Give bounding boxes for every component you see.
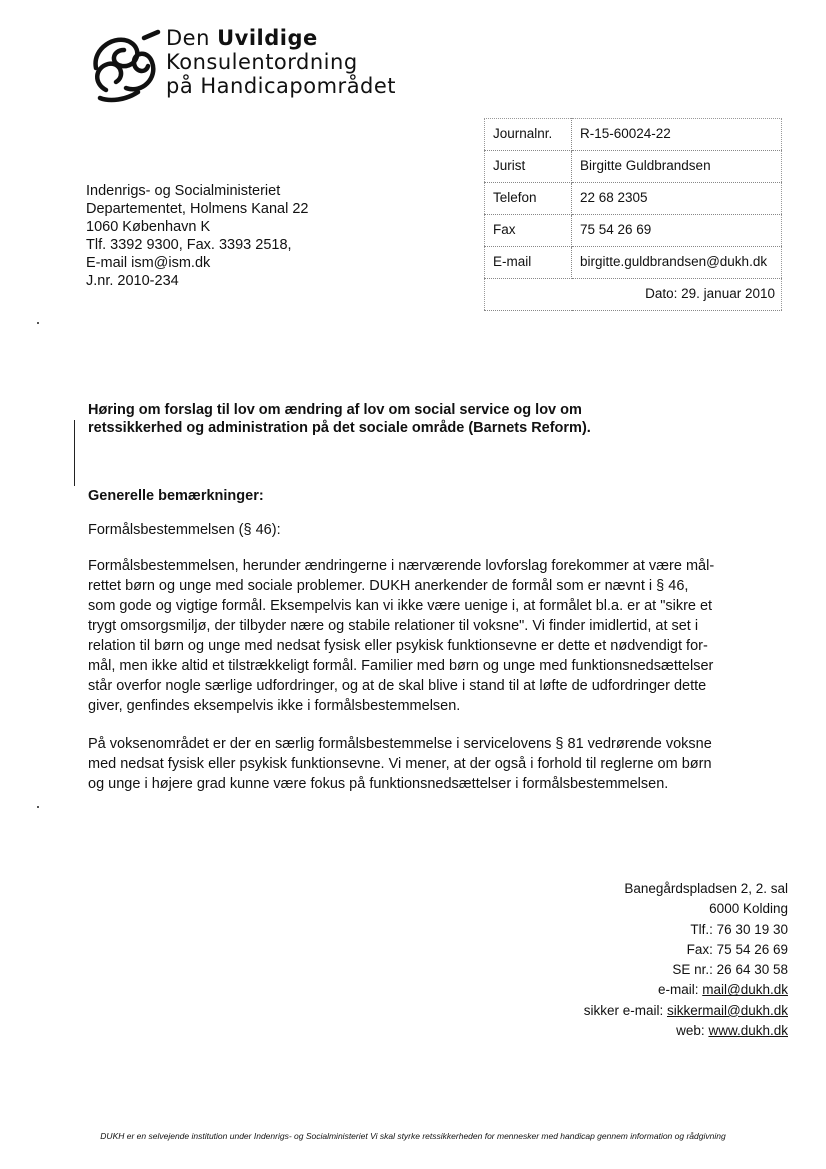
web-prefix: web: <box>676 1023 709 1039</box>
recipient-address <box>86 182 308 290</box>
recipient-line: E-mail ism@ism.dk <box>86 255 211 271</box>
recipient-line: Indenrigs- og Socialministeriet <box>86 183 281 199</box>
margin-line <box>74 420 75 486</box>
paragraph <box>88 556 758 716</box>
email-value: birgitte.guldbrandsen@dukh.dk <box>572 247 782 279</box>
org-line3: på Handicapområdet <box>166 74 397 98</box>
sender-contact <box>584 879 788 1041</box>
stylized-figures-logo-icon <box>86 28 162 104</box>
email-prefix: e-mail: <box>657 982 703 998</box>
paragraph-line: På voksenområdet er der en særlig formålsbestemmelse i servicelovens § 81 vedrørende voksne <box>88 736 712 752</box>
sender-fax: Fax: 75 54 26 69 <box>686 941 788 957</box>
paragraph-line: trygt omsorgsmiljø, der tilbyder nære og stabile relationer til voksne". Vi finder imidlertid, at set i <box>88 618 699 634</box>
letter-date: Dato: 29. januar 2010 <box>485 279 782 311</box>
table-row <box>485 279 782 311</box>
paragraph-line: mål, men ikke altid et tilstrækkeligt formål. Familier med børn og unge med funktionsnedsættelser <box>88 658 714 674</box>
journal-value: R-15-60024-22 <box>572 119 782 151</box>
sender-address: Banegårdspladsen 2, 2. sal <box>624 881 788 896</box>
org-line2: Konsulentordning <box>166 50 358 74</box>
sender-web-row <box>584 1021 788 1041</box>
sender-secure-email-row <box>584 1001 788 1021</box>
sender-city: 6000 Kolding <box>709 901 788 917</box>
table-row <box>485 119 782 151</box>
recipient-line: Tlf. 3392 9300, Fax. 3393 2518, <box>86 237 292 253</box>
fax-label: Fax <box>485 215 572 247</box>
recipient-line: J.nr. 2010-234 <box>86 273 179 289</box>
phone-label: Telefon <box>485 183 572 215</box>
journal-label: Journalnr. <box>485 119 572 151</box>
paragraph-line: rettet børn og unge med sociale problemer. DUKH anerkender de formål som er nævnt i § 46, <box>88 578 689 594</box>
jurist-label: Jurist <box>485 151 572 183</box>
letter-title <box>88 401 688 437</box>
organization-name <box>166 26 396 98</box>
subheading: Formålsbestemmelsen (§ 46): <box>88 522 281 538</box>
paragraph-line: relation til børn og unge med nedsat fysisk eller psykisk funktionsevne er dette et nødvendigt for- <box>88 638 708 654</box>
table-row <box>485 215 782 247</box>
title-line: Høring om forslag til lov om ændring af lov om social service og lov om <box>88 402 582 418</box>
secure-email-prefix: sikker e-mail: <box>583 1002 667 1018</box>
sender-se-number: SE nr.: 26 64 30 58 <box>672 962 788 978</box>
table-row <box>485 247 782 279</box>
section-heading: Generelle bemærkninger: <box>88 488 264 504</box>
email-label: E-mail <box>485 247 572 279</box>
table-row <box>485 183 782 215</box>
email-link[interactable]: mail@dukh.dk <box>702 982 788 998</box>
title-line: retssikkerhed og administration på det sociale område (Barnets Reform). <box>88 420 591 436</box>
phone-value: 22 68 2305 <box>572 183 782 215</box>
sender-email-row <box>584 980 788 1000</box>
paragraph-line: med nedsat fysisk eller psykisk funktionsevne. Vi mener, at der også i forhold til reglerne om børn <box>88 756 712 772</box>
table-row <box>485 151 782 183</box>
scan-speck <box>37 806 39 808</box>
paragraph-line: giver, genfindes eksempelvis ikke i formålsbestemmelsen. <box>88 698 461 714</box>
sender-phone: Tlf.: 76 30 19 30 <box>690 921 788 937</box>
fax-value: 75 54 26 69 <box>572 215 782 247</box>
paragraph-line: står overfor nogle særlige udfordringer, og at de skal blive i stand til at løfte de udfordringer dette <box>88 678 707 694</box>
org-line1-bold: Uvildige <box>217 26 318 50</box>
paragraph-line: Formålsbestemmelsen, herunder ændringerne i nærværende lovforslag forekommer at være mål- <box>88 558 715 574</box>
web-link[interactable]: www.dukh.dk <box>708 1023 788 1039</box>
case-info-table <box>484 118 782 311</box>
recipient-line: Departementet, Holmens Kanal 22 <box>86 201 309 217</box>
paragraph-line: og unge i højere grad kunne være fokus på funktionsnedsættelser i formålsbestemmelsen. <box>88 776 669 792</box>
footer-note: DUKH er en selvejende institution under Indenrigs- og Socialministeriet Vi skal styrke retssikkerheden for mennesker med handicap gennem information og rådgivning <box>100 1131 726 1141</box>
paragraph-line: som gode og vigtige formål. Eksempelvis kan vi ikke være uenige i, at formålet bl.a. er at "sikre et <box>88 598 713 614</box>
paragraph <box>88 734 758 794</box>
jurist-value: Birgitte Guldbrandsen <box>572 151 782 183</box>
secure-email-link[interactable]: sikkermail@dukh.dk <box>667 1002 788 1018</box>
org-line1-plain: Den <box>166 26 218 50</box>
scan-speck <box>37 322 39 324</box>
recipient-line: 1060 København K <box>86 219 211 235</box>
